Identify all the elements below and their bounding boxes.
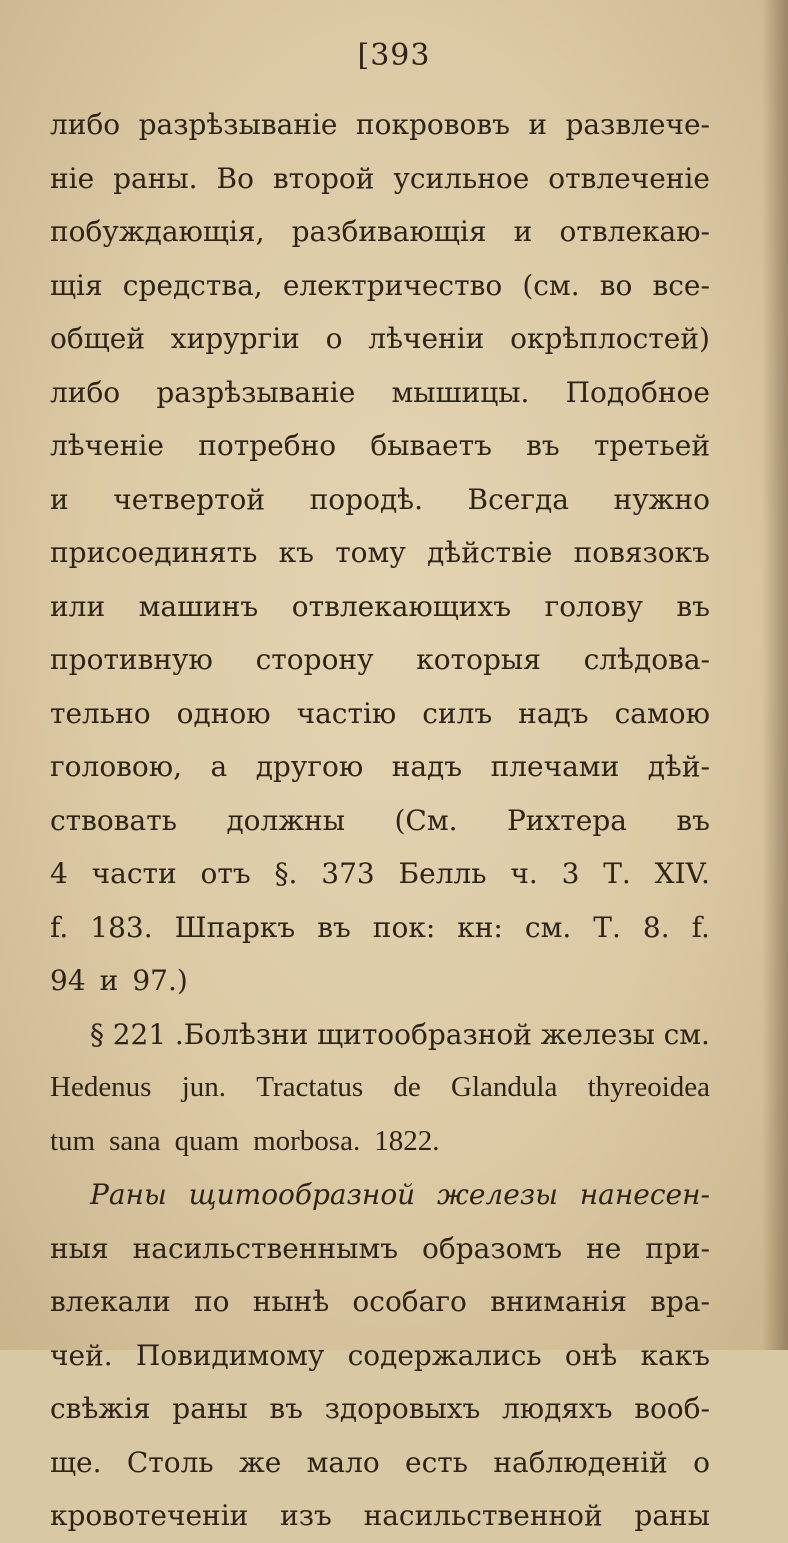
word: изъ (280, 1499, 332, 1532)
text-line (50, 1008, 710, 1062)
word: самою (614, 696, 710, 730)
word: надъ (518, 696, 589, 730)
word: Т. (593, 910, 621, 944)
word: Всегда (467, 482, 569, 516)
word: Т. (603, 857, 631, 890)
word: развлече- (565, 108, 710, 141)
word: лѣченіи (368, 322, 485, 355)
text-line (50, 740, 710, 794)
word: противную (50, 643, 213, 676)
word: .Болѣзни (174, 1017, 309, 1051)
word: свѣжія (50, 1392, 151, 1425)
word: не (586, 1231, 622, 1265)
word: либо (50, 375, 121, 409)
word: и (50, 482, 69, 516)
word: Раны (90, 1178, 167, 1211)
word: головою, (50, 750, 183, 783)
word: машинъ (138, 589, 259, 623)
word: какъ (640, 1338, 710, 1372)
word: разрѣзываніе (156, 375, 356, 409)
word: f. (691, 910, 710, 944)
word: общей (50, 322, 145, 355)
word: Во (216, 161, 254, 195)
word: дѣйствіе (427, 536, 553, 569)
word: плечами (490, 750, 620, 783)
word: 8. (642, 910, 670, 944)
text-line (50, 312, 710, 366)
text-line (50, 1382, 710, 1436)
word: и (99, 964, 119, 997)
word: въ (676, 589, 710, 623)
word: голову (544, 589, 643, 623)
word: присоединять (50, 536, 258, 569)
text-line (50, 205, 710, 259)
text-line (50, 1489, 710, 1543)
word: въ (269, 1392, 303, 1425)
text-line (50, 473, 710, 527)
word: Подобное (565, 375, 710, 409)
word: щитообразной (317, 1017, 532, 1051)
word: во (599, 268, 633, 302)
text-line (50, 526, 710, 580)
word: см. (663, 1017, 710, 1051)
word: разрѣзываніе (138, 108, 338, 141)
word: по (193, 1285, 230, 1318)
text-line (50, 687, 710, 741)
word: и (513, 215, 533, 248)
word: железы (437, 1178, 558, 1211)
word: ч. (510, 857, 538, 890)
word: здоровыхъ (324, 1392, 481, 1425)
word: должны (226, 803, 346, 837)
word: сторону (255, 643, 374, 676)
word: которыя (416, 643, 541, 676)
word: есть (405, 1445, 469, 1479)
word: електричество (282, 268, 503, 302)
word: кровотеченіи (50, 1499, 249, 1532)
text-line (50, 847, 710, 901)
word: Белль (398, 857, 487, 890)
word: о (325, 322, 343, 355)
word: tum (50, 1124, 96, 1157)
word: усильное (393, 161, 530, 195)
word: вниманія (490, 1285, 627, 1318)
word: о (693, 1445, 710, 1479)
word: ще. (50, 1445, 102, 1479)
word: потребно (198, 429, 337, 462)
text-line (50, 1222, 710, 1276)
word: и (528, 108, 548, 141)
text-line (50, 954, 710, 1008)
page-number: [393 (357, 38, 431, 73)
text-line (50, 366, 710, 420)
word: насильственной (363, 1499, 603, 1532)
word: породѣ. (309, 482, 423, 516)
word: отвлекающихъ (291, 589, 512, 623)
word: thyreoidea (587, 1071, 710, 1103)
text-line (50, 419, 710, 473)
word: 94 (50, 964, 86, 997)
word: въ (526, 429, 560, 462)
word: нанесен- (579, 1178, 710, 1211)
word: при- (645, 1231, 710, 1265)
word: Hedenus (50, 1071, 152, 1103)
word: а (210, 750, 228, 783)
word: (см. (522, 268, 580, 302)
word: de (393, 1071, 421, 1103)
text-line (50, 633, 710, 687)
word: ніе (50, 161, 95, 195)
text-line (50, 1061, 710, 1115)
word: мало (306, 1445, 380, 1479)
word: третьей (594, 429, 710, 462)
text-line (50, 794, 710, 848)
word: §. (274, 857, 298, 890)
word: повязокъ (573, 536, 710, 569)
word: отвлекаю- (559, 215, 710, 248)
word: раны (172, 1392, 248, 1425)
word: слѣдова- (583, 643, 710, 676)
word: 1822. (374, 1124, 440, 1157)
word: одною (176, 696, 271, 730)
text-line (50, 1436, 710, 1490)
word: jun. (181, 1071, 227, 1103)
text-line (50, 901, 710, 955)
word: четвертой (113, 482, 266, 516)
text-line (50, 1115, 710, 1169)
word: Шпаркъ (174, 910, 296, 944)
word: другою (255, 750, 364, 783)
text-line (50, 1168, 710, 1222)
word: тому (335, 536, 406, 569)
word: влекали (50, 1285, 171, 1318)
word: наблюденій (493, 1445, 668, 1479)
word: силъ (422, 696, 493, 730)
word: чей. (50, 1338, 113, 1372)
word: пок: (372, 910, 436, 944)
word: образомъ (422, 1231, 563, 1265)
word: см. (524, 910, 572, 944)
text-line (50, 152, 710, 206)
word: же (238, 1445, 282, 1479)
word: людяхъ (501, 1392, 613, 1425)
word: въ (317, 910, 351, 944)
word: отъ (200, 857, 251, 890)
word: части (91, 857, 177, 890)
word: 4 (50, 857, 68, 890)
word: лѣченіе (50, 429, 164, 462)
word: къ (278, 536, 314, 569)
word: отвлеченіе (548, 161, 710, 195)
word: quam (174, 1124, 240, 1157)
text-line (50, 259, 710, 313)
word: morbosa. (253, 1124, 361, 1157)
word: раны. (113, 161, 198, 195)
text-line (50, 580, 710, 634)
word: покрововъ (355, 108, 510, 141)
word: хирургіи (170, 322, 300, 355)
word: окрѣплостей) (510, 322, 710, 355)
word: надъ (391, 750, 463, 783)
word: нужно (613, 482, 710, 516)
word: Glandula (451, 1071, 558, 1103)
word: Повидимому (135, 1338, 325, 1372)
word: XIV. (654, 857, 710, 890)
body-text (50, 98, 710, 1543)
word: содержались (347, 1338, 542, 1372)
word: особаго (352, 1285, 467, 1318)
word: 221 (112, 1017, 167, 1051)
word: кн: (457, 910, 503, 944)
word: раны (634, 1499, 710, 1532)
word: щія (50, 268, 103, 302)
word: частію (296, 696, 397, 730)
word: ныя (50, 1231, 109, 1265)
text-line (50, 98, 710, 152)
word: или (50, 589, 106, 623)
word: 373 (321, 857, 375, 890)
word: мышицы. (391, 375, 530, 409)
word: дѣй- (647, 750, 710, 783)
word: второй (272, 161, 375, 195)
word: ствовать (50, 803, 177, 837)
word: побуждающія, (50, 215, 265, 248)
word: Tractatus (256, 1071, 364, 1103)
word: вра- (650, 1285, 710, 1318)
word: 3 (561, 857, 580, 890)
word: насильственнымъ (132, 1231, 399, 1265)
word: либо (50, 108, 121, 141)
word: f. (50, 910, 69, 944)
page-edge-shadow (762, 0, 788, 1350)
word: 183. (90, 910, 153, 944)
text-line (50, 1329, 710, 1383)
word: Столь (126, 1445, 214, 1479)
word: тельно (50, 696, 151, 730)
word: разбивающія (291, 215, 487, 248)
word: sana (109, 1124, 161, 1157)
word: щитообразной (188, 1178, 416, 1211)
word: 97.) (132, 964, 188, 997)
text-line (50, 1275, 710, 1329)
word: § (90, 1017, 104, 1051)
word: вооб- (634, 1392, 710, 1425)
word: железы (540, 1017, 655, 1051)
word: Рихтера (506, 803, 627, 837)
word: бываетъ (370, 429, 492, 462)
word: все- (652, 268, 710, 302)
word: въ (676, 803, 710, 837)
word: средства, (122, 268, 263, 302)
word: онѣ (564, 1338, 618, 1372)
word: нынѣ (252, 1285, 330, 1318)
word: (См. (394, 803, 458, 837)
